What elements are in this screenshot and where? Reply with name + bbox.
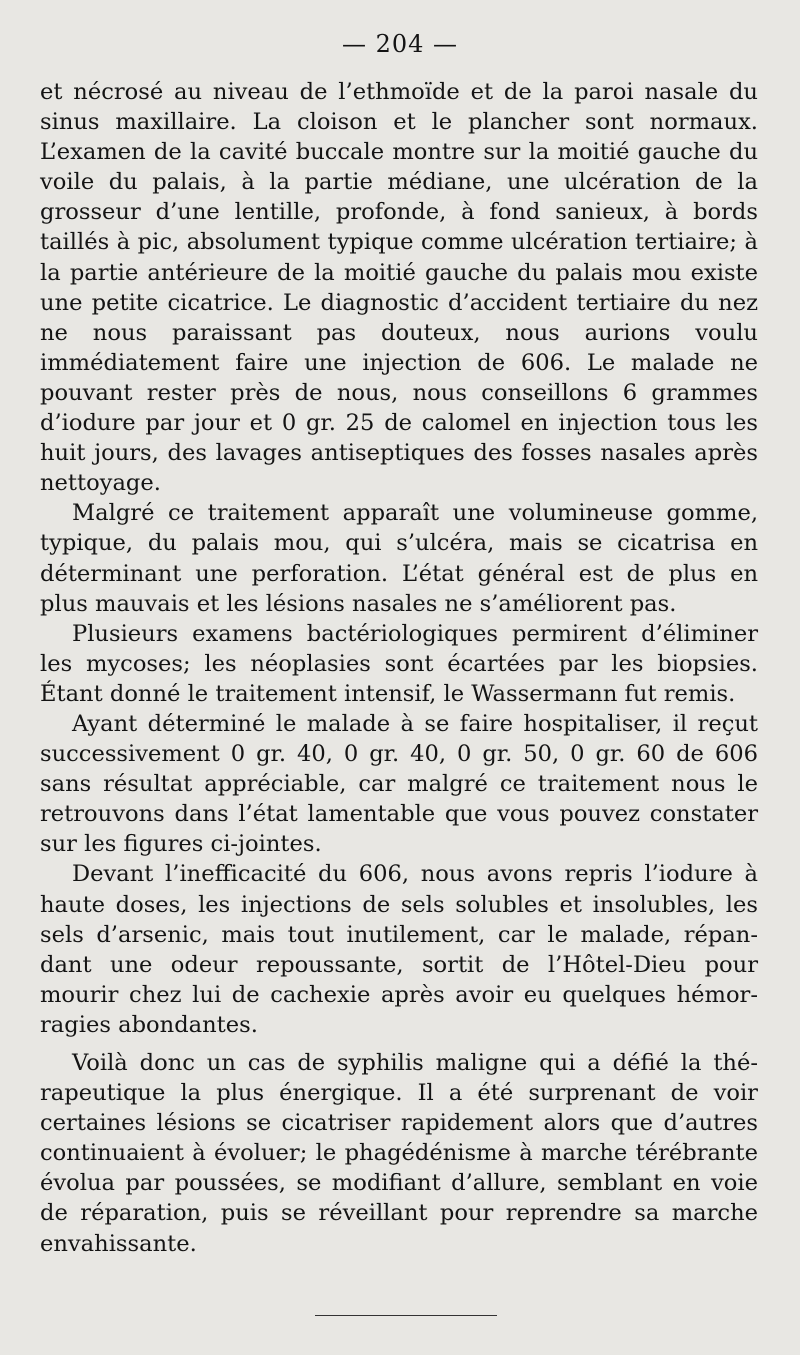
paragraph-continued: et nécrosé au niveau de l’ethmoïde et de la paroi nasale du sinus maxillaire. La cloison et le plancher sont normaux. L’examen de la cavité buccale montre sur la moitié gauche du voile du palais, à la partie médiane, une ulcération de la grosseur d’une lentille, profonde, à fond sanieux, à bords taillés à pic, absolument typique comme ulcération tertiaire; à la partie antérieure de la moitié gauche du palais mou existe une petite cicatrice. Le diagnostic d’accident tertiaire du nez ne nous paraissant pas douteux, nous aurions voulu immédiatement faire une injection de 606. Le malade ne pouvant rester près de nous, nous conseillons 6 grammes d’iodure par jour et 0 gr. 25 de calomel en injection tous les huit jours, des lavages antiseptiques des fosses nasales après nettoyage. — [40, 79, 758, 497]
paragraph-conclusion: Voilà donc un cas de syphilis maligne qui a défié la thérapeutique la plus énergique. Il a été surprenant de voir certaines lésions se cicatriser rapidement alors que d’autres continuaient à évoluer; le phagédénisme à marche térébrante évolua par poussées, se modifiant d’allure, semblant en voie de réparation, puis se réveillant pour reprendre sa marche envahissante. — [40, 1050, 758, 1257]
main-text — [40, 77, 758, 1040]
conclusion-text — [40, 1048, 758, 1259]
paragraph: Ayant déterminé le malade à se faire hospitaliser, il reçut successivement 0 gr. 40, 0 gr. 40, 0 gr. 50, 0 gr. 60 de 606 sans résultat appréciable, car malgré ce traitement nous le retrouvons dans l’état lamentable que vous pouvez constater sur les figures ci-jointes. — [40, 710, 758, 858]
end-rule — [315, 1315, 497, 1316]
paragraph: Devant l’inefficacité du 606, nous avons repris l’iodure à haute doses, les injections de sels solubles et insolubles, les sels d’arsenic, mais tout inutilement, car le malade, répandant une odeur repoussante, sortit de l’Hôtel-Dieu pour mourir chez lui de cachexie après avoir eu quelques hémorragies abondantes. — [40, 861, 758, 1038]
paragraph: Malgré ce traitement apparaît une volumineuse gomme, typique, du palais mou, qui s’ulcéra, mais se cicatrisa en déterminant une perforation. L’état général est de plus en plus mauvais et les lésions nasales ne s’améliorent pas. — [40, 500, 758, 617]
paragraph: Plusieurs examens bactériologiques permirent d’éliminer les mycoses; les néoplasies sont écartées par les biopsies. Étant donné le traitement intensif, le Wassermann fut remis. — [40, 620, 758, 707]
page-number: — 204 — — [341, 30, 459, 58]
